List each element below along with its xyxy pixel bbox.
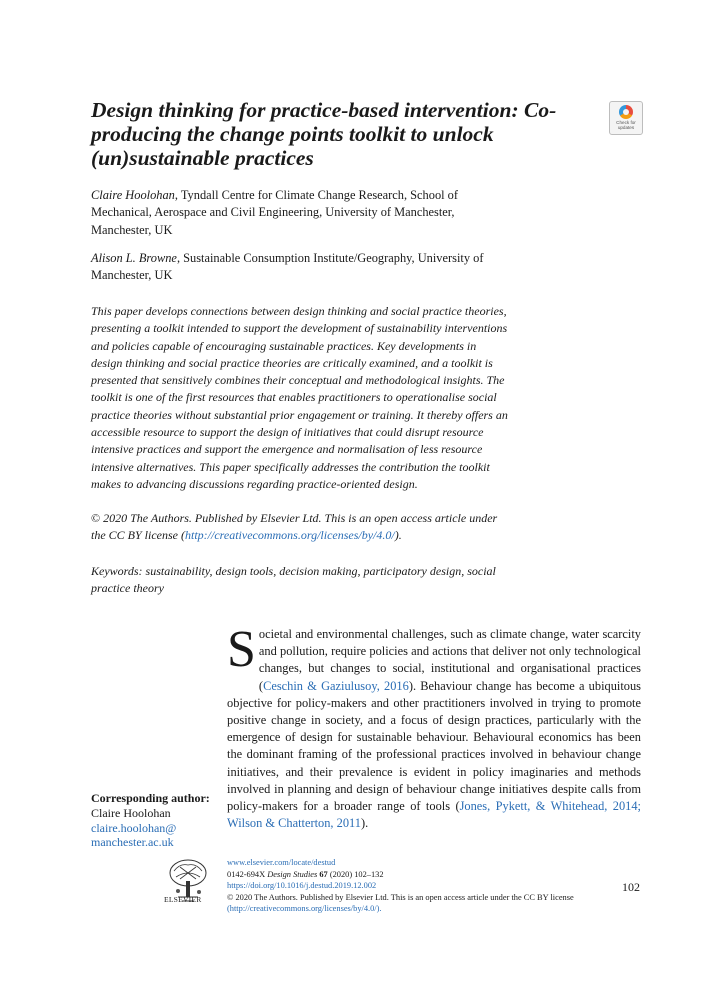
body-segment-1: ocietal and environmental challenges, such as climate change, water scarcity and pollution, require policies and actions that deliver not only technological changes, but changes to social, institutional and organisational practices ( [258, 627, 641, 693]
author-2 [91, 250, 511, 285]
keywords: Keywords: sustainability, design tools, decision making, participatory design, social practice theory [91, 564, 496, 596]
drop-cap: S [227, 621, 256, 678]
body-segment-3: ). [360, 816, 369, 831]
author-2-affiliation: , Sustainable Consumption Institute/Geography, University of Manchester, UK [91, 251, 484, 283]
footer-license-text: © 2020 The Authors. Published by Elsevier Ltd. This is an open access article under the CC BY license [227, 892, 574, 902]
citation-ceschin-2016[interactable]: Ceschin & Gaziulusoy, 2016 [263, 678, 409, 693]
author-1-affiliation: , Tyndall Centre for Climate Change Research, School of Mechanical, Aerospace and Civil Engineering, University of Manchester, Manchester, UK [91, 188, 459, 237]
corresponding-author-name: Claire Hoolohan [91, 805, 171, 820]
body-segment-2: ). Behaviour change has become a ubiquitous objective for policy-makers and other practitioners involved in trying to promote positive change in society, and a focus of design practices, particularly with the emergence of design for sustainable behaviour. Behavioural economics has been the dominant framing of the professional practices involved in behaviour change initiatives, and their prevalence is evident in policy imaginaries and methods involved in planning and design of behaviour change initiatives despite calls from policy-makers for a broader range of tools ( [227, 678, 642, 814]
crossmark-label-line2: updates [617, 125, 635, 130]
footer-license-link[interactable]: (http://creativecommons.org/licenses/by/4.0/). [227, 904, 382, 914]
corresponding-author-label: Corresponding author: [91, 791, 210, 805]
elsevier-wordmark: ELSEVIER [164, 895, 202, 904]
copyright-text: 2020 The Authors. Published by Elsevier Ltd. This is an open access article under the CC BY license ( [91, 511, 498, 543]
abstract-text: This paper develops connections between design thinking and social practice theories, presenting a toolkit intended to support the development of sustainability interventions and policies capable of encouraging sustainable practices. Key developments in design thinking and social practice theories are critically examined, and a toolkit is presented that sensitively combines their conceptual and methodological insights. The toolkit is one of the first resources that enables practitioners to operationalise social practice theories without substantial prior engagement or training. It thereby offers an accessible resource to support the design of initiatives that could disrupt resource intensive practices and support the emergence and normalisation of less resource intensive alternatives. This paper specifically addresses the contribution the toolkit makes to advancing discussions regarding practice-oriented design. [91, 304, 508, 491]
copyright-end: ). [394, 528, 402, 543]
page-number: 102 [622, 880, 640, 894]
journal-name: Design Studies [267, 869, 318, 879]
crossmark-label-line1: Check for [616, 120, 636, 125]
article-title: Design thinking for practice-based intervention: Co-producing the change points toolkit to unlock (un)sustainable practices [91, 98, 557, 170]
doi-link[interactable]: https://doi.org/10.1016/j.destud.2019.12.002 [227, 881, 377, 891]
abstract-copyright [91, 510, 509, 545]
journal-homepage-link[interactable]: www.elsevier.com/locate/destud [227, 858, 336, 867]
author-1-name: Claire Hoolohan [91, 188, 175, 202]
corresponding-author [91, 791, 221, 850]
crossmark-icon [619, 105, 633, 119]
body-paragraph [227, 621, 642, 832]
copyright-symbol: © [91, 511, 101, 525]
journal-volume: 67 [317, 869, 328, 879]
license-link[interactable]: http://creativecommons.org/licenses/by/4.0/ [184, 528, 395, 543]
check-for-updates-button[interactable] [609, 101, 643, 135]
journal-issue-pages: (2020) 102–132 [327, 869, 384, 879]
article-footer [227, 857, 647, 915]
citation-jones-wilson[interactable]: Jones, Pykett, & Whitehead, 2014; Wilson & Chatterton, 2011 [227, 799, 641, 831]
author-1 [91, 187, 511, 239]
journal-citation: 0142-694X Design Studies 67 (2020) 102–132 [227, 869, 384, 879]
corresponding-email-line1[interactable]: claire.hoolohan@ [91, 820, 177, 835]
author-2-name: Alison L. Browne [91, 251, 177, 265]
corresponding-email-line2[interactable]: manchester.ac.uk [91, 835, 174, 850]
